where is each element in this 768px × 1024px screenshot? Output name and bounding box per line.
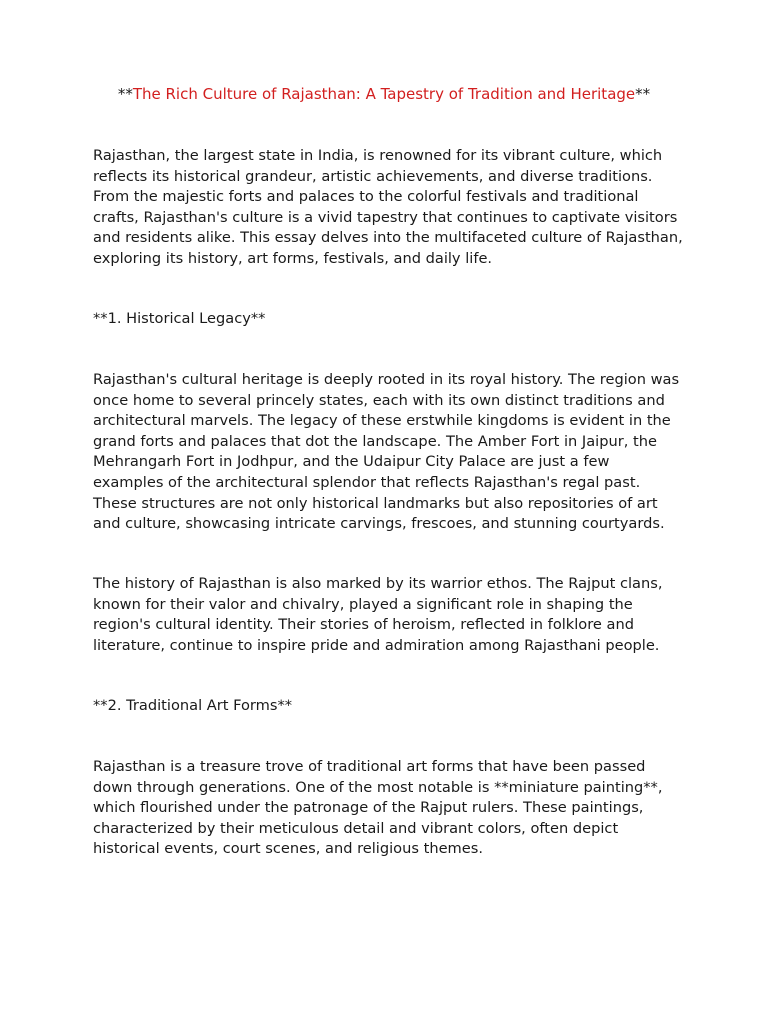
document-title	[0, 84, 768, 104]
section-heading-historical-legacy: **1. Historical Legacy**	[93, 310, 266, 327]
intro-paragraph: Rajasthan, the largest state in India, is renowned for its vibrant culture, which reflects its historical grandeur, artistic achievements, and diverse traditions. From the majestic forts and palaces to the colorful festivals and traditional crafts, Rajasthan's culture is a vivid tapestry that continues to captivate visitors and residents alike. This essay delves into the multifaceted culture of Rajasthan, exploring its history, art forms, festivals, and daily life.	[93, 147, 683, 267]
title-prefix: **	[117, 85, 133, 103]
historical-legacy-paragraph-2: The history of Rajasthan is also marked by its warrior ethos. The Rajput clans, known for their valor and chivalry, played a significant role in shaping the region's cultural identity. Their stories of heroism, reflected in folklore and literature, continue to inspire pride and admiration among Rajasthani people.	[93, 575, 663, 654]
title-text: The Rich Culture of Rajasthan: A Tapestry of Tradition and Heritage	[132, 85, 636, 103]
section-heading-traditional-art-forms: **2. Traditional Art Forms**	[93, 697, 293, 714]
title-suffix: **	[635, 85, 651, 103]
traditional-art-forms-paragraph-1: Rajasthan is a treasure trove of traditional art forms that have been passed down through generations. One of the most notable is **miniature painting**, which flourished under the patronage of the Rajput rulers. These paintings, characterized by their meticulous detail and vibrant colors, often depict historical events, court scenes, and religious themes.	[93, 758, 663, 858]
historical-legacy-paragraph-1: Rajasthan's cultural heritage is deeply rooted in its royal history. The region was once home to several princely states, each with its own distinct traditions and architectural marvels. The legacy of these erstwhile kingdoms is evident in the grand forts and palaces that dot the landscape. The Amber Fort in Jaipur, the Mehrangarh Fort in Jodhpur, and the Udaipur City Palace are just a few examples of the architectural splendor that reflects Rajasthan's regal past. These structures are not only historical landmarks but also repositories of art and culture, showcasing intricate carvings, frescoes, and stunning courtyards.	[93, 371, 680, 533]
